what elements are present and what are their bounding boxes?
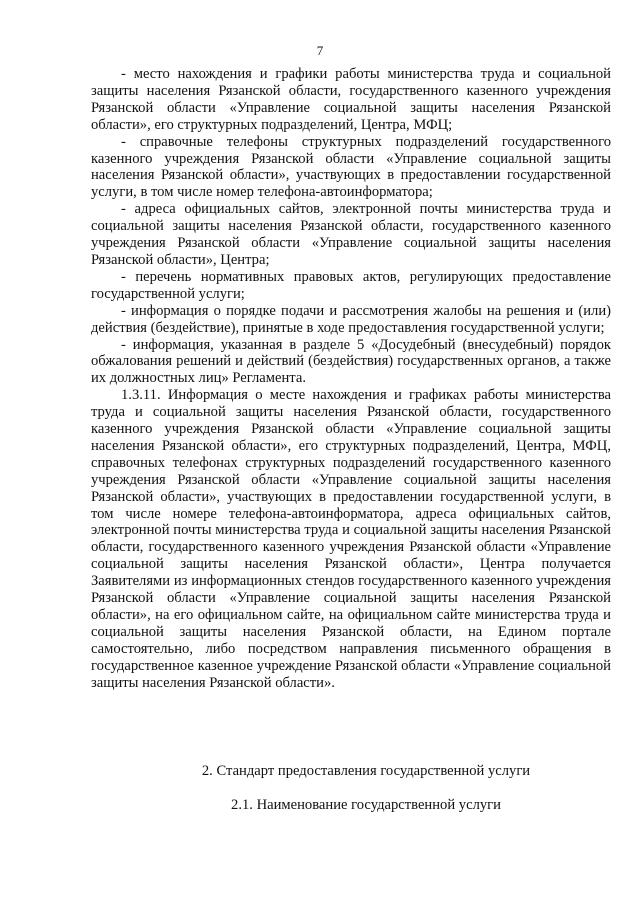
page-number: 7 — [316, 43, 324, 58]
body-text — [91, 66, 611, 692]
paragraph-complaint-procedure: - информация о порядке подачи и рассмотрения жалобы на решения и (или) действия (бездействие), принятые в ходе предоставления государственной услуги; — [91, 302, 611, 336]
section-heading: 2. Стандарт предоставления государственной услуги — [201, 763, 531, 779]
paragraph-section-5-info: - информация, указанная в разделе 5 «Досудебный (внесудебный) порядок обжалования решений и действий (бездействия) государственных органов, а также их должностных лиц» Регламента. — [91, 336, 611, 387]
paragraph-legal-acts: - перечень нормативных правовых актов, регулирующих предоставление государственной услуги; — [91, 268, 611, 302]
paragraph-location-schedules: - место нахождения и графики работы министерства труда и социальной защиты населения Рязанской области, государственного казенного учреждения Рязанской области «Управление социальной защиты населения Рязанской области», его структурных подразделений, Центра, МФЦ; — [91, 66, 611, 133]
paragraph-1-3-11: 1.3.11. Информация о месте нахождения и графиках работы министерства труда и социальной защиты населения Рязанской области, государственного казенного учреждения Рязанской области «Управление социальной защиты населения Рязанской области», его структурных подразделений, Центра, МФЦ, справочных телефонах структурных подразделений государственного казенного учреждения Рязанской области «Управление социальной защиты населения Рязанской области», участвующих в предоставлении государственной услуги, в том числе номере телефона-автоинформатора, адреса официальных сайтов, электронной почты министерства труда и социальной защиты населения Рязанской области, государственного казенного учреждения Рязанской области «Управление социальной защиты населения Рязанской области», Центра получается Заявителями из информационных стендов государственного казенного учреждения Рязанской области «Управление социальной защиты населения Рязанской области», на его официальном сайте, на официальном сайте министерства труда и социальной защиты населения Рязанской области, на Едином портале самостоятельно, либо посредством направления письменного обращения в государственное казенное учреждение Рязанской области «Управление социальной защиты населения Рязанской области». — [91, 387, 611, 691]
paragraph-reference-phones: - справочные телефоны структурных подразделений государственного казенного учреждения Рязанской области «Управление социальной защиты населения Рязанской области», участвующих в предоставлении государственной услуги, в том числе номер телефона-автоинформатора; — [91, 133, 611, 201]
paragraph-website-addresses: - адреса официальных сайтов, электронной почты министерства труда и социальной защиты населения Рязанской области, государственного казенного учреждения Рязанской области «Управление социальной защиты населения Рязанской области», Центра; — [91, 201, 611, 268]
subsection-heading: 2.1. Наименование государственной услуги — [231, 797, 501, 813]
